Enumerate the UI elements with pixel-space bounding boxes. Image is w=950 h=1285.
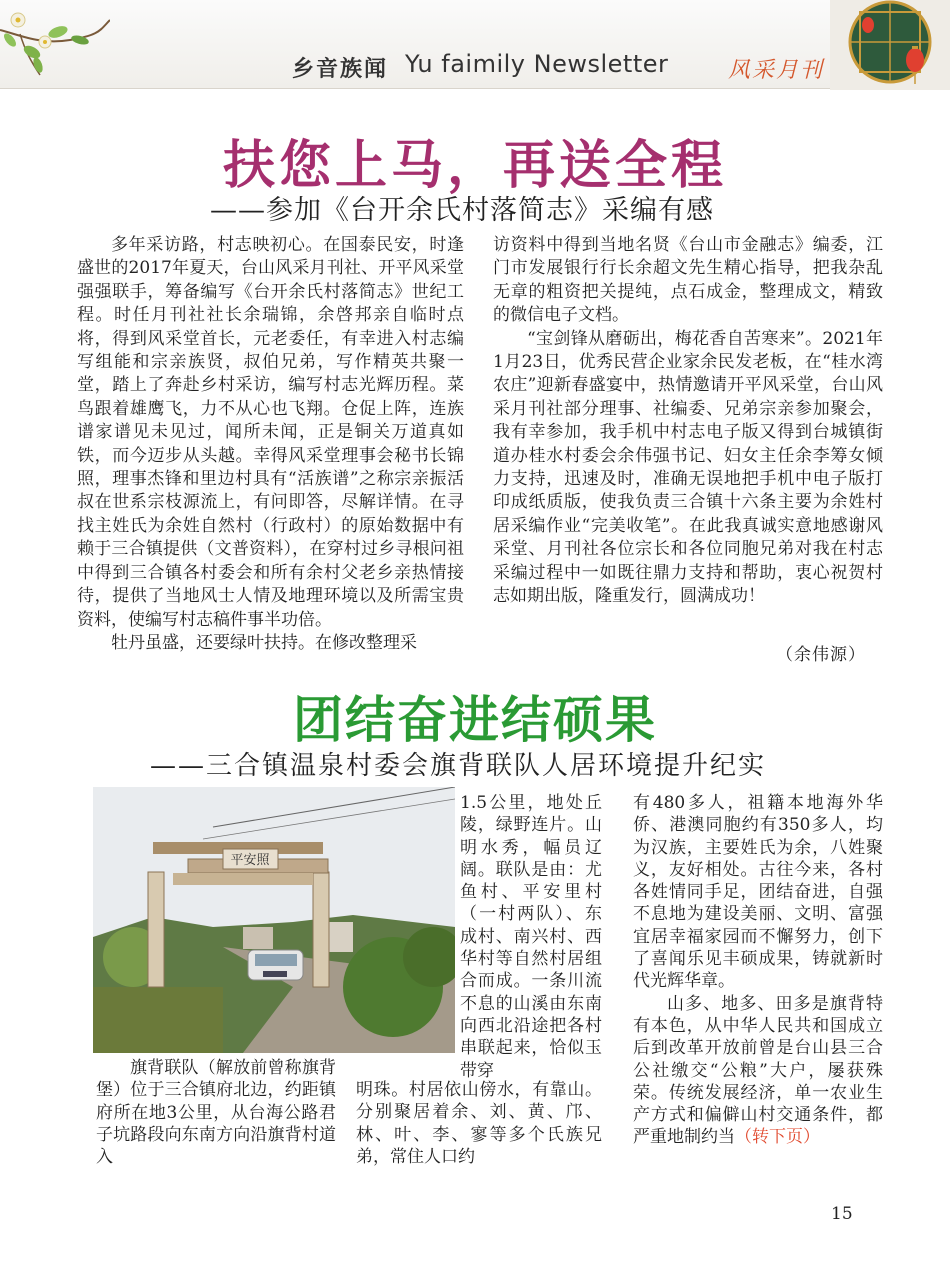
lantern-window-decoration	[830, 0, 950, 90]
village-gate-illustration	[93, 787, 455, 1053]
article1-column-left	[77, 234, 464, 655]
article1-paragraph: 多年采访路，村志映初心。在国泰民安，时逢盛世的2017年夏天，台山风采月刊社、开平风采堂强强联手，筹备编写《台开余氏村落简志》世纪工程。时任月刊社社长余瑞锦，余啓邦亲自临时点将，得到风采堂首长，元老委任，有幸进入村志编写组能和宗亲族贤，叔伯兄弟，写作精英共聚一堂，踏上了奔赴乡村采访，编写村志光辉历程。菜鸟跟着雄鹰飞，力不从心也飞翔。仓促上阵，连族谱家谱见未见过，闻所未闻，正是铜关万道真如铁，而今迈步从头越。幸得风采堂理事会秘书长锦照，理事杰锋和里边村具有“活族谱”之称宗亲振活叔在世系宗枝源流上，有问即答，尽解详情。在寻找主姓氏为余姓自然村（行政村）的原始数据中有赖于三合镇提供（文普资料），在穿村过乡寻根问祖中得到三合镇各村委会和所有余村父老乡亲热情接待，提供了当地风士人情及地理环境以及所需宝贵资料，使编写村志稿件事半功倍。	[77, 235, 464, 630]
article2-paragraph: 明珠。村居依山傍水，有靠山。分别聚居着余、刘、黄、邝、林、叶、李、寥等多个氏族兄弟，常住人口约	[356, 1080, 602, 1167]
article2-paragraph	[633, 993, 883, 1149]
village-gate-photo	[93, 787, 455, 1053]
article2-caption-column	[96, 1057, 336, 1168]
article2-title: 团结奋进结硕果	[293, 691, 657, 749]
article2-paragraph-text: 山多、地多、田多是旗背特有本色，从中华人民共和国成立后到改革开放前曾是台山县三合公社缴交“公粮”大户，屡获殊荣。传统发展经济，单一农业生产方式和偏僻山村交通条件，都严重地制约当	[633, 993, 883, 1148]
article1-title: 扶您上马，再送全程	[222, 135, 727, 196]
article2-paragraph: 1.5公里，地处丘陵，绿野连片。山明水秀，幅员辽阔。联队是由：尤鱼村、平安里村（一村两队）、东成村、南兴村、西华村等自然村居组合而成。一条川流不息的山溪由东南向西北沿途把各村串联起来，恰似玉带穿	[460, 793, 602, 1081]
article1-column-right	[493, 234, 883, 609]
article1-author: （余伟源）	[776, 645, 866, 665]
newsletter-title-en: Yu faimily Newsletter	[405, 50, 669, 78]
article2-paragraph: 有480多人，祖籍本地海外华侨、港澳同胞约有350多人，均为汉族，主要姓氏为余，八姓聚义，友好相处。古往今来，各村各姓情同手足，团结奋进，自强不息地为建设美丽、文明、富强宜居幸福家园而不懈努力，创下了喜闻乐见丰硕成果，铸就新时代光辉华章。	[633, 793, 883, 992]
article1-subtitle: ——参加《台开余氏村落简志》采编有感	[210, 195, 714, 226]
article2-subtitle: ——三合镇温泉村委会旗背联队人居环境提升纪实	[150, 751, 767, 781]
continue-note: （转下页）	[735, 1127, 820, 1148]
gate-sign-text: 平安照	[230, 853, 270, 868]
article1-paragraph: 访资料中得到当地名贤《台山市金融志》编委，江门市发展银行行长余超文先生精心指导，把我杂乱无章的粗资把关提纯，点石成金，整理成文，精致的微信电子文档。	[493, 235, 883, 326]
magazine-tag: 风采月刊	[728, 58, 825, 83]
article2-middle-bottom	[356, 1079, 602, 1168]
page-number: 15	[831, 1204, 853, 1224]
article2-middle-column	[460, 792, 602, 1082]
article2-paragraph: 旗背联队（解放前曾称旗背堡）位于三合镇府北边，约距镇府所在地3公里，从台海公路君子坑路段向东南方向沿旗背村道入	[96, 1058, 336, 1168]
article1-paragraph: “宝剑锋从磨砺出，梅花香自苦寒来”。2021年1月23日，优秀民营企业家余民发老板，在“桂水湾农庄”迎新春盛宴中，热情邀请开平风采堂，台山风采月刊社部分理事、社编委、兄弟宗亲参加聚会，我有幸参加，我手机中村志电子版又得到台城镇街道办桂水村委会余伟强书记、妇女主任余李筹女倾力支持，迅速及时，准确无误地把手机中电子版打印成纸质版，使我负责三合镇十六条主要为余姓村居采编作业“完美收笔”。在此我真诚实意地感谢风采堂、月刊社各位宗长和各位同胞兄弟对我在村志采编过程中一如既往鼎力支持和帮助，衷心祝贺村志如期出版，隆重发行，圆满成功！	[493, 328, 883, 607]
newsletter-title-cn: 乡音族闻	[292, 56, 389, 82]
page-header	[0, 0, 950, 89]
article2-right-column	[633, 792, 883, 1149]
article1-paragraph: 牡丹虽盛，还要绿叶扶持。在修改整理采	[111, 632, 417, 653]
flower-branch-decoration	[0, 0, 110, 80]
